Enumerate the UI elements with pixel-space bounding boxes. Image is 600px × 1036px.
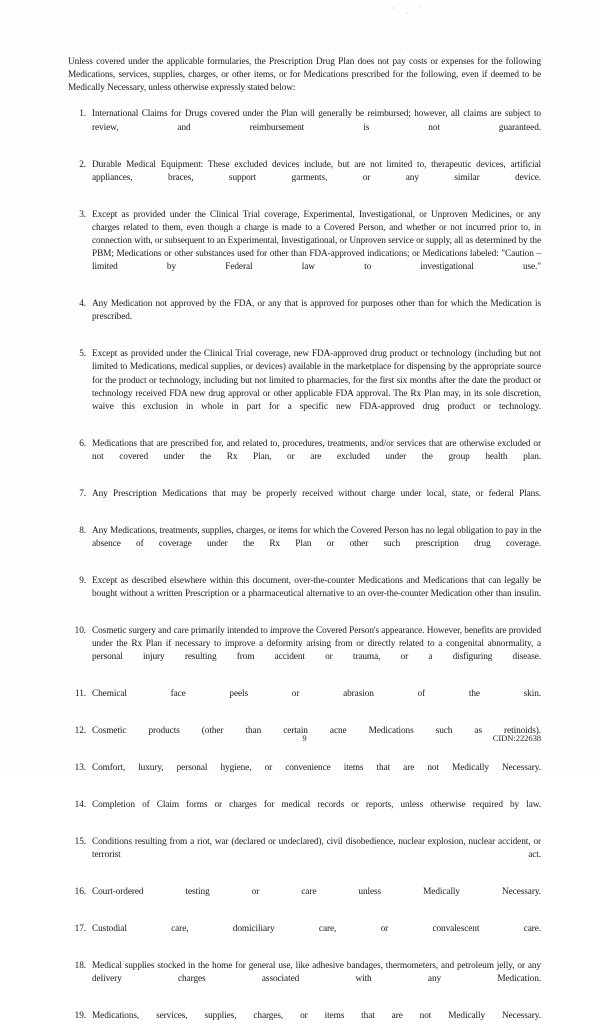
list-item-number: 12. [74, 725, 86, 736]
footer-document-id: CIDN:222638 [492, 733, 541, 743]
list-item-text: Medications, services, supplies, charges, or items that are not Medically Necessary. [92, 1010, 541, 1021]
list-item-number: 13. [74, 762, 86, 773]
list-item [68, 886, 541, 912]
list-item-text: Medical supplies stocked in the home for general use, like adhesive bandages, thermometers, and petroleum jelly, or any delivery charges associated with any Medication. [92, 960, 541, 984]
list-item-number: 17. [74, 923, 86, 934]
list-item [68, 836, 541, 875]
list-item-number: 2. [79, 159, 86, 170]
list-item [68, 348, 541, 427]
list-item-text: Except as described elsewhere within this document, over-the-counter Medications and Medications that can legally be bought without a written Prescription or a pharmaceutical alternative to an over-the-counter Medication other than insulin. [92, 575, 541, 599]
scan-noise-artifact [390, 4, 432, 20]
list-item-number: 11. [75, 689, 86, 700]
list-item-text: International Claims for Drugs covered under the Plan will generally be reimbursed; however, all claims are subject to review, and reimbursement is not guaranteed. [92, 109, 541, 133]
list-item [68, 625, 541, 678]
list-item-number: 14. [74, 799, 86, 810]
list-item [68, 438, 541, 477]
exclusions-list [68, 108, 541, 1035]
list-item-number: 6. [79, 438, 86, 449]
list-item-text: Any Medication not approved by the FDA, or any that is approved for purposes other than for which the Medication is prescribed. [92, 299, 541, 323]
list-item [68, 209, 541, 288]
list-item-text: Custodial care, domiciliary care, or convalescent care. [92, 923, 541, 934]
list-item [68, 1010, 541, 1036]
footer-page-number: 9 [302, 733, 307, 743]
list-item-number: 19. [74, 1010, 86, 1021]
list-item-text: Medications that are prescribed for, and related to, procedures, treatments, and/or services that are otherwise excluded or not covered under the Rx Plan, or are excluded under the group health plan. [92, 438, 541, 462]
list-item [68, 488, 541, 514]
list-item-text: Any Medications, treatments, supplies, charges, or items for which the Covered Person has no legal obligation to pay in the absence of coverage under the Rx Plan or other such prescription drug coverage. [92, 525, 541, 549]
list-item-number: 3. [79, 209, 86, 220]
list-item [68, 298, 541, 337]
page-footer [68, 732, 541, 745]
list-item-number: 16. [74, 886, 86, 897]
list-item [68, 525, 541, 564]
list-item-text: Comfort, luxury, personal hygiene, or convenience items that are not Medically Necessary. [92, 762, 541, 773]
list-item-number: 5. [79, 349, 86, 360]
list-item [68, 762, 541, 788]
list-item-text: Except as provided under the Clinical Trial coverage, Experimental, Investigational, or Unproven Medicines, or any charges related to them, even though a charge is made to a Covered Person, and whether or not incurred prior to, in connection with, or subsequent to an Experimental, Investigational, or Unproven service or supply, all as determined by the PBM; Medications or other substances used for other than FDA-approved indications; or Medications labeled: "Caution – limited by Federal law to investigational use." [92, 209, 541, 273]
list-item-number: 1. [79, 109, 86, 120]
list-item-number: 9. [79, 575, 86, 586]
list-item-text: Except as provided under the Clinical Trial coverage, new FDA-approved drug product or technology (including but not limited to Medications, medical supplies, or devices) available in the marketplace for dispensing by the appropriate source for the product or technology, including but not limited to pharmacies, for the first six months after the date the product or technology received FDA new drug approval or other applicable FDA approval. The Rx Plan may, in its sole discretion, waive this exclusion in whole in part for a specific new FDA-approved drug product or technology. [92, 349, 541, 412]
scan-noise-band [60, 46, 540, 51]
list-item-number: 8. [79, 525, 86, 536]
list-item [68, 923, 541, 949]
list-item-text: Any Prescription Medications that may be properly received without charge under local, state, or federal Plans. [92, 488, 541, 499]
list-item-text: Cosmetic products (other than certain acne Medications such as retinoids). [92, 725, 541, 736]
list-item-text: Court-ordered testing or care unless Medically Necessary. [92, 886, 541, 897]
list-item-number: 10. [74, 625, 86, 636]
list-item [68, 960, 541, 999]
list-item-number: 4. [79, 299, 86, 310]
list-item-number: 15. [74, 836, 86, 847]
list-item [68, 799, 541, 825]
list-item [68, 688, 541, 714]
intro-paragraph: Unless covered under the applicable formularies, the Prescription Drug Plan does not pay costs or expenses for the following Medications, services, supplies, charges, or other items, or for Medications prescribed for the following, even if deemed to be Medically Necessary, unless otherwise expressly stated below: [68, 57, 541, 94]
list-item-text: Chemical face peels or abrasion of the skin. [92, 689, 541, 700]
list-item-number: 7. [79, 488, 86, 499]
list-item-text: Conditions resulting from a riot, war (declared or undeclared), civil disobedience, nuclear explosion, nuclear accident, or terrorist act. [92, 836, 541, 860]
list-item [68, 108, 541, 147]
list-item-text: Durable Medical Equipment: These excluded devices include, but are not limited to, therapeutic devices, artificial appliances, braces, support garments, or any similar device. [92, 159, 541, 183]
list-item-text: Completion of Claim forms or charges for medical records or reports, unless otherwise required by law. [92, 799, 541, 810]
list-item-text: Cosmetic surgery and care primarily intended to improve the Covered Person's appearance. However, benefits are provided under the Rx Plan if necessary to improve a deformity arising from or directly related to a congenital abnormality, a personal injury resulting from accident or trauma, or a disfiguring disease. [92, 625, 541, 663]
list-item [68, 575, 541, 614]
list-item [68, 159, 541, 198]
list-item-number: 18. [74, 960, 86, 971]
